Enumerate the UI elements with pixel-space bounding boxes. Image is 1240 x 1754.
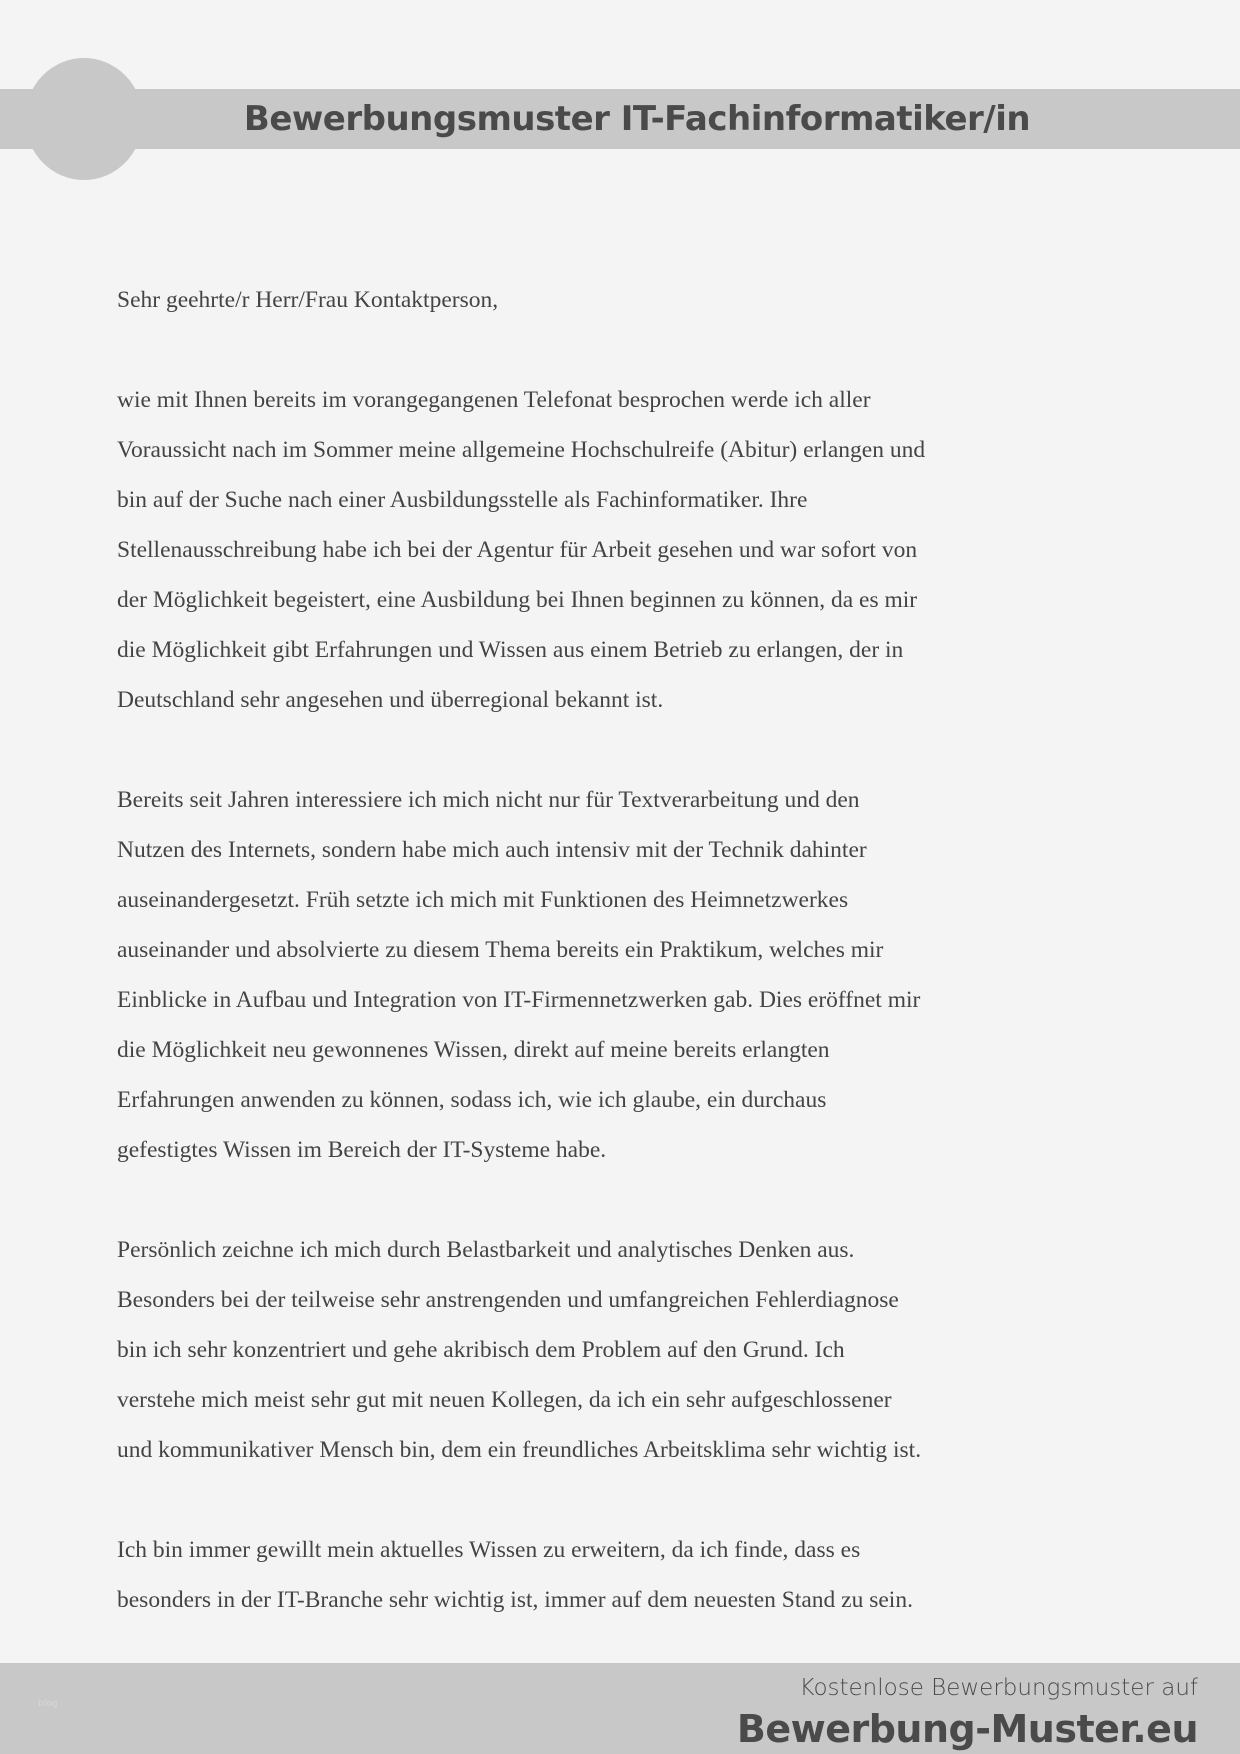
letter-body (117, 282, 1227, 1682)
paragraph (117, 782, 1227, 1182)
footer (0, 1663, 1240, 1754)
salutation (117, 282, 1227, 332)
page-title: Bewerbungsmuster IT-Fachinformatiker/in (243, 99, 1031, 139)
text-line: Stellenausschreibung habe ich bei der Agentur für Arbeit gesehen und war sofort von (117, 537, 918, 563)
paragraph (117, 1532, 1227, 1632)
text-line: auseinandergesetzt. Früh setzte ich mich mit Funktionen des Heimnetzwerkes (117, 887, 849, 913)
text-line: bin auf der Suche nach einer Ausbildungsstelle als Fachinformatiker. Ihre (117, 487, 808, 513)
text-line: Deutschland sehr angesehen und überregional bekannt ist. (117, 687, 664, 713)
text-line: bin ich sehr konzentriert und gehe akribisch dem Problem auf den Grund. Ich (117, 1337, 845, 1363)
text-line: Sehr geehrte/r Herr/Frau Kontaktperson, (117, 287, 499, 313)
footer-tagline: Kostenlose Bewerbungsmuster auf (799, 1675, 1198, 1701)
text-line: Besonders bei der teilweise sehr anstrengenden und umfangreichen Fehlerdiagnose (117, 1287, 899, 1313)
text-line: die Möglichkeit neu gewonnenes Wissen, direkt auf meine bereits erlangten (117, 1037, 830, 1063)
text-line: Persönlich zeichne ich mich durch Belastbarkeit und analytisches Denken aus. (117, 1237, 855, 1263)
text-line: Nutzen des Internets, sondern habe mich auch intensiv mit der Technik dahinter (117, 837, 867, 863)
text-line: besonders in der IT-Branche sehr wichtig ist, immer auf dem neuesten Stand zu sein. (117, 1587, 913, 1613)
text-line: der Möglichkeit begeistert, eine Ausbildung bei Ihnen beginnen zu können, da es mir (117, 587, 918, 613)
text-line: verstehe mich meist sehr gut mit neuen Kollegen, da ich ein sehr aufgeschlossener (117, 1387, 892, 1413)
text-line: Erfahrungen anwenden zu können, sodass ich, wie ich glaube, ein durchaus (117, 1087, 827, 1113)
paragraph (117, 1232, 1227, 1482)
paragraph (117, 382, 1227, 732)
watermark: blog (38, 1699, 58, 1709)
text-line: und kommunikativer Mensch bin, dem ein freundliches Arbeitsklima sehr wichtig ist. (117, 1437, 922, 1463)
text-line: auseinander und absolvierte zu diesem Thema bereits ein Praktikum, welches mir (117, 937, 884, 963)
footer-site-link[interactable]: Bewerbung-Muster.eu (736, 1707, 1198, 1751)
text-line: wie mit Ihnen bereits im vorangegangenen Telefonat besprochen werde ich aller (117, 387, 871, 413)
text-line: Einblicke in Aufbau und Integration von IT-Firmennetzwerken gab. Dies eröffnet mir (117, 987, 921, 1013)
text-line: gefestigtes Wissen im Bereich der IT-Systeme habe. (117, 1137, 607, 1163)
text-line: Bereits seit Jahren interessiere ich mich nicht nur für Textverarbeitung und den (117, 787, 860, 813)
text-line: Voraussicht nach im Sommer meine allgemeine Hochschulreife (Abitur) erlangen und (117, 437, 926, 463)
text-line: Ich bin immer gewillt mein aktuelles Wissen zu erweitern, da ich finde, dass es (117, 1537, 861, 1563)
text-line: die Möglichkeit gibt Erfahrungen und Wissen aus einem Betrieb zu erlangen, der in (117, 637, 904, 663)
